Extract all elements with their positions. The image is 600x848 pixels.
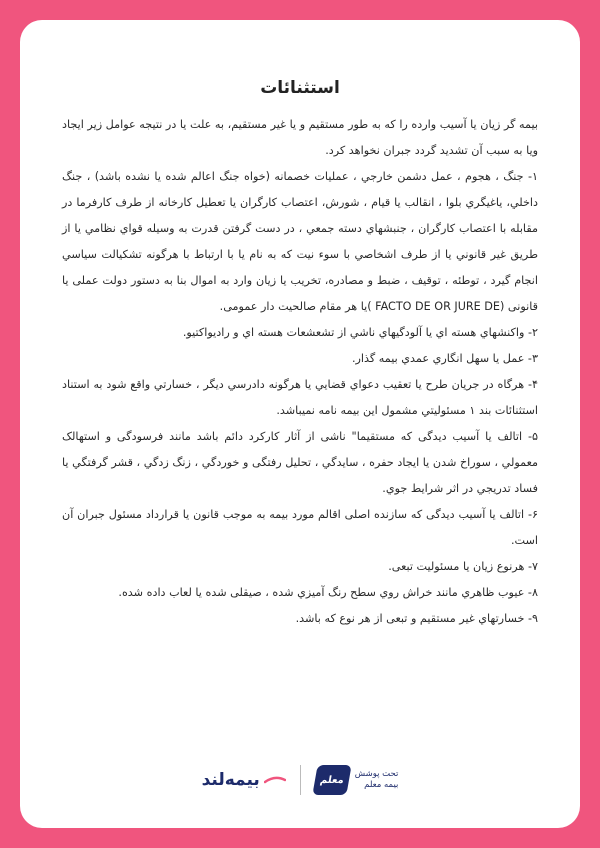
bimeland-logo	[202, 770, 286, 790]
exclusion-item-6: ۶- اتالف یا آسیب دیدگی که سازنده اصلی اقالم مورد بیمه به موجب قانون یا قرارداد مسئول جبران آن است.	[62, 508, 538, 547]
exclusion-item-1: ۱- جنگ ، هجوم ، عمل دشمن خارجي ، عملیات خصمانه (خواه جنگ اعالم شده یا نشده باشد) ، جنگ داخلي، یاغیگري بلوا ، انقالب یا قیام ، شورش، اعتصاب کارگران یا تعطیل کارخانه از طرف کارفرما در مقابله با اعتصاب کارگران ، جنبشهاي دسته جمعي ، در دست گرفتن قدرت به وسیله قواي نظامي یا از طریق غیر قانوني یا از طرف اشخاصي با سوء نیت که به نام یا با ارتباط با هرگونه تشکیالت سیاسي انجام گیرد ، توطئه ، توقیف ، ضبط و مصادره، تخریب یا زیان وارد به اموال بنا به دستور دولت عملی یا قانونی (FACTO DE OR JURE DE )یا هر مقام صالحیت دار عمومی.	[62, 170, 538, 313]
moallem-logo: معلم	[312, 765, 351, 795]
exclusion-item-5: ۵- اتالف یا آسیب دیدگی که مستقیما" ناشی از آثار کارکرد دائم باشد مانند فرسودگی و استهالک معمولي ، سوراخ شدن یا ایجاد حفره ، سایدگي ، تحلیل رفتگی و خوردگي ، زنگ زدگي ، قشر گرفتگي یا فساد تدریجي در اثر شرایط جوي.	[62, 430, 538, 495]
exclusion-item-2: ۲- واکنشهاي هسته اي یا آلودگیهاي ناشي از تشعشعات هسته اي و رادیواکتیو.	[182, 326, 538, 339]
bimeland-logo-text: بیمه‌لند	[201, 770, 260, 790]
footer-logos	[20, 758, 580, 802]
moallem-caption-line1: تحت پوشش	[354, 769, 399, 779]
footer-divider	[300, 765, 301, 795]
moallem-brand	[315, 765, 399, 795]
swoosh-icon	[264, 775, 286, 785]
moallem-caption	[355, 769, 399, 791]
exclusions-text	[62, 112, 538, 632]
exclusion-item-4: ۴- هرگاه در جریان طرح یا تعقیب دعواي قضایي یا هرگونه دادرسي دیگر ، خسارتي واقع شود به استناد استثنائات بند ۱ مسئولیتي مشمول این بیمه نامه نمیباشد.	[62, 378, 538, 417]
exclusion-item-9: ۹- خسارتهاي غیر مستقیم و تبعی از هر نوع که باشد.	[295, 612, 538, 625]
exclusion-item-3: ۳- عمل یا سهل انگاري عمدي بیمه گذار.	[351, 352, 538, 365]
page-title: استثنائات	[260, 78, 340, 98]
exclusion-item-7: ۷- هرنوع زیان یا مسئولیت تبعی.	[388, 560, 538, 573]
exclusion-item-8: ۸- عیوب ظاهري مانند خراش روي سطح رنگ آمیزي شده ، صیقلی شده یا لعاب داده شده.	[118, 586, 538, 599]
document-card	[20, 20, 580, 828]
intro-paragraph: بیمه گر زیان یا آسیب وارده را که به طور مستقیم و یا غیر مستقیم، به علت یا در نتیجه عوامل زیر ایجاد ویا به سبب آن تشدید گردد جبران نخواهد کرد.	[62, 118, 538, 157]
moallem-caption-line2: بیمه معلم	[364, 780, 399, 790]
